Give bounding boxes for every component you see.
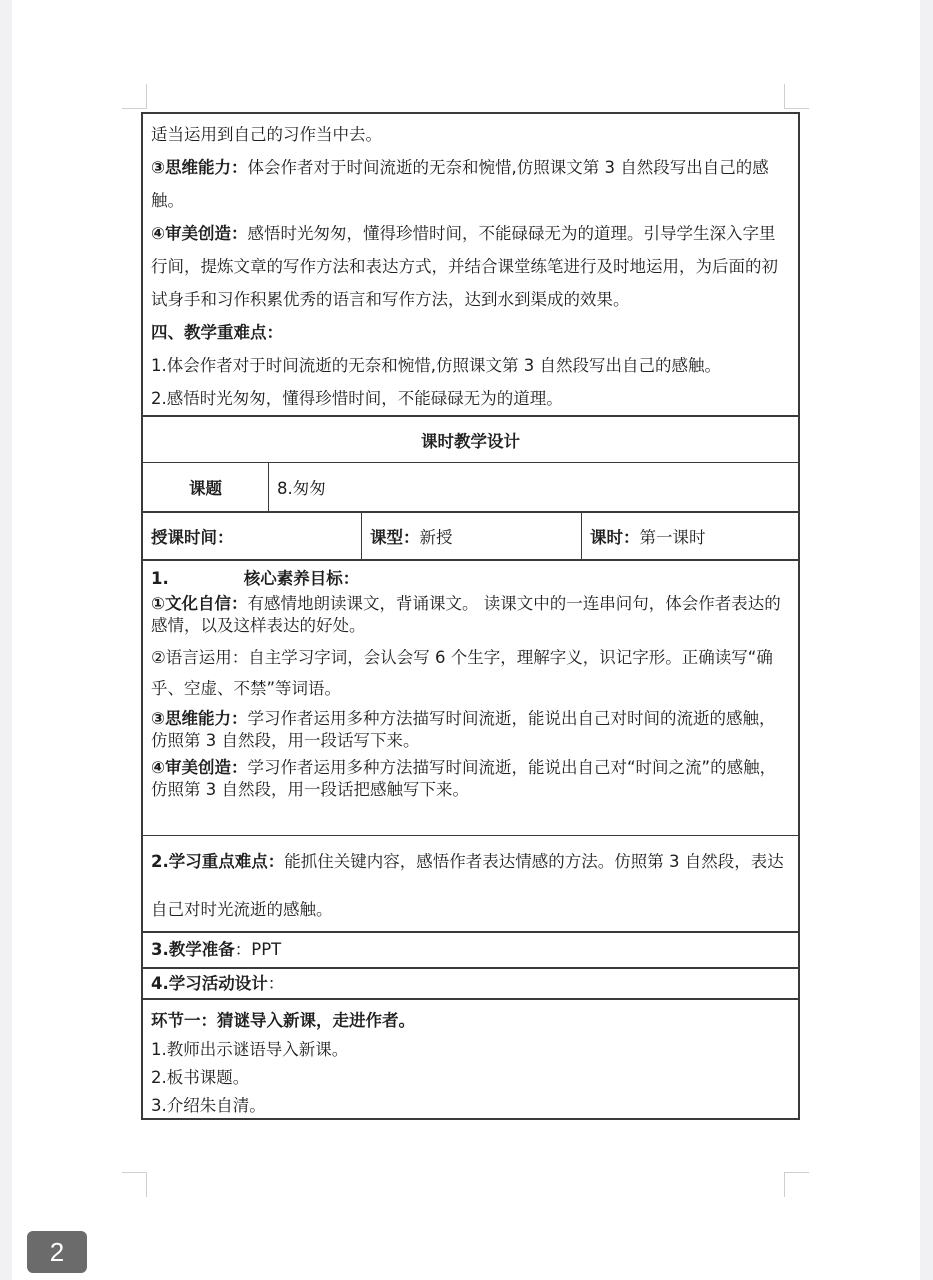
language-goal: ②语言运用：自主学习字词，会认会写 6 个生字，理解字义，识记字形。正确读写“确乎、空虚、不禁”等词语。 (151, 648, 773, 698)
time-cell (143, 513, 361, 559)
culture-goal (151, 593, 790, 637)
text-line: 适当运用到自己的习作当中去。 (151, 125, 382, 144)
goals-heading (151, 565, 790, 593)
step-heading: 环节一：猜谜导入新课，走进作者。 (151, 1011, 415, 1030)
section-heading: 四、教学重难点： (151, 323, 283, 342)
page-corner-mark (784, 1172, 809, 1197)
goal-text: 学习作者运用多种方法描写时间流逝，能说出自己对“时间之流”的感触，仿照第 3 自然段，用一段话把感触写下来。 (151, 758, 777, 799)
period-value: 第一课时 (639, 528, 706, 547)
goal-text: 有感情地朗读课文，背诵课文。 读课文中的一连串问句，体会作者表达的感情，以及这样表达的好处。 (151, 594, 781, 635)
step-item: 1.教师出示谜语导入新课。 (151, 1040, 349, 1059)
period-label: 课时： (590, 528, 640, 547)
key-point: 1.体会作者对于时间流逝的无奈和惋惜,仿照课文第 3 自然段写出自己的感触。 (151, 356, 721, 375)
prep-text: ：PPT (234, 940, 282, 959)
goal-label: ③思维能力： (151, 709, 248, 728)
step-one (143, 998, 798, 1118)
goals-heading-number: 1. (151, 569, 169, 588)
activity-text: ： (267, 974, 285, 993)
goals-heading-text: 核心素养目标： (243, 569, 360, 588)
page-corner-mark (122, 1172, 147, 1197)
objectives-continued (143, 114, 798, 415)
core-goals (143, 559, 798, 835)
focus-label: 2.学习重点难点： (151, 852, 285, 871)
step-item: 3.介绍朱自清。 (151, 1096, 266, 1115)
thinking-objective (151, 151, 790, 217)
goal-label: ④审美创造： (151, 758, 248, 777)
period-cell (581, 513, 798, 559)
prep-row (143, 931, 798, 967)
page-corner-mark (784, 84, 809, 109)
focus-text: 能抓住关键内容，感悟作者表达情感的方法。仿照第 3 自然段，表达自己对时光流逝的感触。 (151, 852, 784, 919)
design-title: 课时教学设计 (143, 415, 798, 462)
activity-label: 4.学习活动设计 (151, 974, 268, 993)
step-item: 2.板书课题。 (151, 1068, 250, 1087)
type-label: 课型： (370, 528, 420, 547)
goal-label: ①文化自信： (151, 594, 248, 613)
time-label: 授课时间： (151, 528, 234, 547)
info-row (143, 511, 798, 559)
objective-text: 感悟时光匆匆，懂得珍惜时间，不能碌碌无为的道理。引导学生深入字里行间，提炼文章的写作方法和表达方式，并结合课堂练笔进行及时地运用，为后面的初试身手和习作积累优秀的语言和写作方法，达到水到渠成的效果。 (151, 224, 778, 309)
page-corner-mark (122, 84, 147, 109)
page-number-badge[interactable]: 2 (27, 1231, 87, 1273)
type-value: 新授 (419, 528, 453, 547)
goal-text: 学习作者运用多种方法描写时间流逝，能说出自己对时间的流逝的感触，仿照第 3 自然段，用一段话写下来。 (151, 709, 776, 750)
key-point: 2.感悟时光匆匆，懂得珍惜时间，不能碌碌无为的道理。 (151, 389, 563, 408)
prep-label: 3.教学准备 (151, 940, 235, 959)
activity-row (143, 967, 798, 998)
topic-value: 8.匆匆 (268, 463, 798, 511)
focus-row (143, 835, 798, 931)
type-cell (361, 513, 581, 559)
objective-label: ③思维能力： (151, 158, 248, 177)
topic-label: 课题 (189, 479, 222, 498)
aesthetic-objective (151, 217, 790, 316)
aesthetic-goal (151, 757, 790, 801)
topic-row (143, 462, 798, 511)
objective-label: ④审美创造： (151, 224, 248, 243)
thinking-goal (151, 708, 790, 752)
objective-text: 体会作者对于时间流逝的无奈和惋惜,仿照课文第 3 自然段写出自己的感触。 (151, 158, 769, 210)
lesson-plan-table (141, 112, 800, 1120)
